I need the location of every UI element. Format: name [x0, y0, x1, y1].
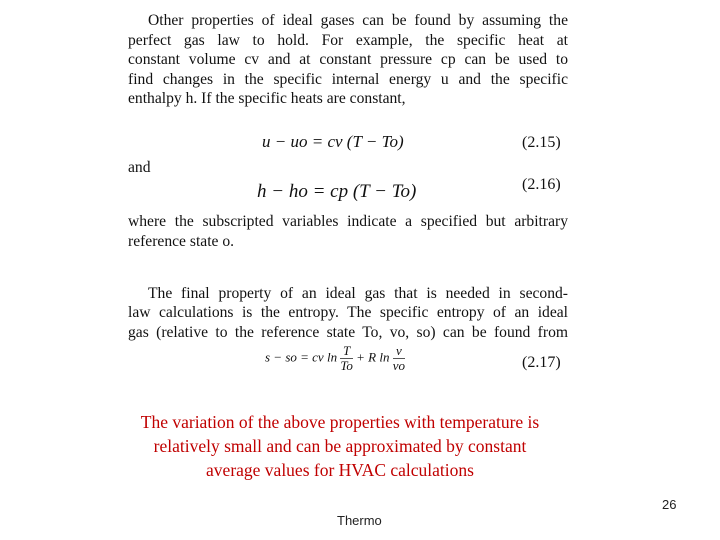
- numerator: T: [340, 344, 353, 359]
- text-line: find changes in the specific internal energy u and the specific: [128, 71, 568, 88]
- text-line: constant volume cv and at constant pressure cp can be used to: [128, 51, 568, 68]
- equation-label: (2.15): [522, 134, 561, 151]
- fraction: [393, 344, 405, 373]
- text-line: perfect gas law to hold. For example, the specific heat at: [128, 32, 568, 49]
- footer-title: Thermo: [337, 513, 382, 528]
- fraction: [340, 344, 353, 373]
- equation-2-16: h − ho = cp (T − To): [257, 181, 417, 202]
- numerator: v: [393, 344, 405, 359]
- equation-2-15: u − uo = cv (T − To): [262, 132, 404, 151]
- note-line: average values for HVAC calculations: [206, 460, 474, 480]
- text-line: reference state o.: [128, 233, 235, 250]
- connector-text: and: [128, 159, 151, 176]
- text-line: gas (relative to the reference state To, vo, so) can be found from: [128, 324, 568, 341]
- text-line: where the subscripted variables indicate a specified but arbitrary: [128, 213, 568, 230]
- equation-2-17: [265, 344, 405, 373]
- text-line: enthalpy h. If the specific heats are constant,: [128, 90, 406, 107]
- note-line: relatively small and can be approximated by constant: [153, 436, 527, 456]
- text-line: Other properties of ideal gases can be found by assuming the: [148, 12, 568, 29]
- denominator: vo: [392, 358, 405, 373]
- text-line: law calculations is the entropy. The specific entropy of an ideal: [128, 304, 568, 321]
- equation-lhs: s − so = cv ln: [265, 349, 338, 365]
- denominator: To: [340, 358, 353, 373]
- equation-mid: + R ln: [356, 349, 390, 365]
- equation-label: (2.16): [522, 176, 561, 193]
- equation-label: (2.17): [522, 354, 561, 371]
- page-number: 26: [662, 497, 677, 512]
- note-line: The variation of the above properties with temperature is: [140, 412, 540, 432]
- text-line: The final property of an ideal gas that is needed in second-: [148, 285, 568, 302]
